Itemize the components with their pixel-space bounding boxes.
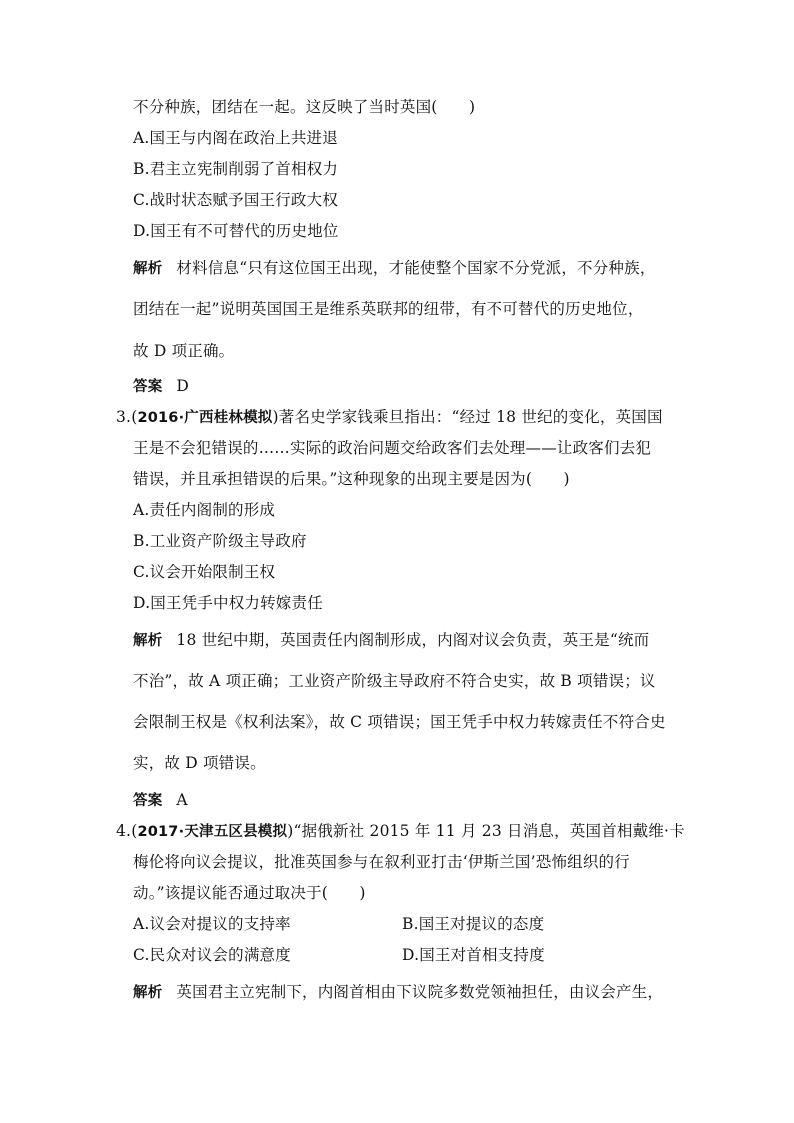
question-3-analysis-line-3: 会限制王权是《权利法案》，故 C 项错误；国王凭手中权力转嫁责任不符合史 bbox=[133, 713, 666, 731]
question-3-analysis bbox=[133, 629, 649, 652]
question-2-answer bbox=[133, 375, 189, 398]
question-3-stem-line-3: 错误，并且承担错误的后果。”这种现象的出现主要是因为( ) bbox=[133, 470, 570, 488]
question-3-source: 2016·广西桂林模拟 bbox=[137, 410, 273, 426]
question-2-stem: 不分种族，团结在一起。这反映了当时英国( ) bbox=[133, 98, 476, 116]
question-4-option-c: C.民众对议会的满意度 bbox=[133, 946, 291, 964]
question-3-analysis-line-2: 不治”，故 A 项正确；工业资产阶级主导政府不符合史实，故 B 项错误；议 bbox=[133, 672, 656, 690]
question-2-analysis-line-3: 故 D 项正确。 bbox=[133, 342, 235, 360]
question-3-option-b: B.工业资产阶级主导政府 bbox=[133, 532, 307, 550]
analysis-text: 材料信息“只有这位国王出现，才能使整个国家不分党派，不分种族， bbox=[176, 259, 656, 277]
question-3-answer bbox=[133, 789, 188, 812]
question-4-option-a: A.议会对提议的支持率 bbox=[133, 915, 291, 933]
question-4-option-d: D.国王对首相支持度 bbox=[402, 946, 545, 964]
analysis-label: 解析 bbox=[133, 633, 163, 649]
question-3-stem-text: )著名史学家钱乘旦指出：“经过 18 世纪的变化，英国国 bbox=[272, 408, 663, 426]
question-3-analysis-line-4: 实，故 D 项错误。 bbox=[133, 754, 266, 772]
question-4-number: 4.( bbox=[116, 822, 138, 840]
question-4-source: 2017·天津五区县模拟 bbox=[137, 824, 288, 840]
question-4-stem-line-1 bbox=[116, 820, 685, 843]
question-3-stem-line-1 bbox=[116, 406, 663, 429]
analysis-text: 18 世纪中期，英国责任内阁制形成，内阁对议会负责，英王是“统而 bbox=[176, 631, 650, 649]
question-3-option-c: C.议会开始限制王权 bbox=[133, 563, 276, 581]
answer-value: D bbox=[176, 377, 190, 395]
question-3-number: 3.( bbox=[116, 408, 138, 426]
question-4-stem-line-2: 梅伦将向议会提议，批准英国参与在叙利亚打击‘伊斯兰国’恐怖组织的行 bbox=[133, 853, 630, 871]
question-2-option-c: C.战时状态赋予国王行政大权 bbox=[133, 191, 339, 209]
question-2-analysis-line-2: 团结在一起”说明英国国王是维系英联邦的纽带，有不可替代的历史地位， bbox=[133, 300, 644, 318]
question-4-stem-line-3: 动。”该提议能否通过取决于( ) bbox=[133, 884, 366, 902]
question-4-stem-text: )“据俄新社 2015 年 11 月 23 日消息，英国首相戴维·卡 bbox=[287, 822, 685, 840]
analysis-label: 解析 bbox=[133, 261, 163, 277]
question-4-analysis bbox=[133, 981, 663, 1004]
answer-value: A bbox=[176, 791, 188, 809]
question-3-stem-line-2: 王是不会犯错误的……实际的政治问题交给政客们去处理——让政客们去犯 bbox=[133, 439, 652, 457]
question-3-option-a: A.责任内阁制的形成 bbox=[133, 501, 276, 519]
answer-label: 答案 bbox=[133, 793, 163, 809]
question-2-option-a: A.国王与内阁在政治上共进退 bbox=[133, 129, 338, 147]
question-2-option-b: B.君主立宪制削弱了首相权力 bbox=[133, 160, 339, 178]
answer-label: 答案 bbox=[133, 379, 163, 395]
analysis-text: 英国君主立宪制下，内阁首相由下议院多数党领袖担任，由议会产生， bbox=[176, 983, 664, 1001]
question-2-analysis bbox=[133, 257, 656, 280]
question-4-option-b: B.国王对提议的态度 bbox=[402, 915, 545, 933]
question-2-option-d: D.国王有不可替代的历史地位 bbox=[133, 222, 339, 240]
question-3-option-d: D.国王凭手中权力转嫁责任 bbox=[133, 594, 323, 612]
analysis-label: 解析 bbox=[133, 985, 163, 1001]
